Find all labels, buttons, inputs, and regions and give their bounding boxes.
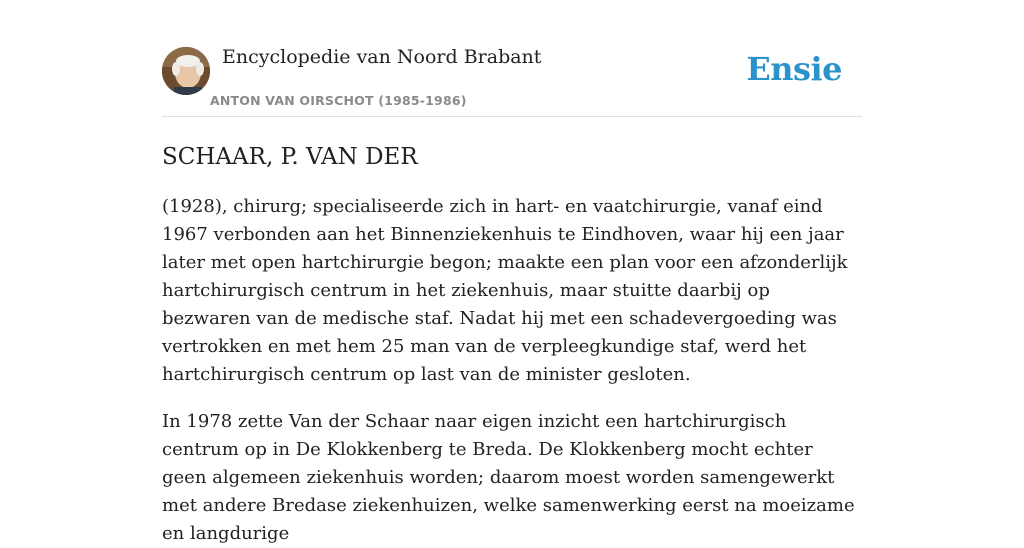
- article-paragraph: (1928), chirurg; specialiseerde zich in hart- en vaatchirurgie, vanaf eind 1967 verbonden aan het Binnenziekenhuis te Eindhoven, waar hij een jaar later met open hartchirurgie begon; maakte een plan voor een afzonderlijk hartchirurgisch centrum in het ziekenhuis, maar stuitte daarbij op bezwaren van de medische staf. Nadat hij met een schadevergoeding was vertrokken en met hem 25 man van de verpleegkundige staf, werd het hartchirurgisch centrum op last van de minister gesloten.: [162, 196, 848, 385]
- ensie-logo[interactable]: Ensie: [746, 50, 842, 88]
- source-title[interactable]: Encyclopedie van Noord Brabant: [222, 46, 542, 68]
- page-container: [162, 0, 862, 548]
- author-portrait-icon: [162, 47, 210, 95]
- author-name[interactable]: ANTON VAN OIRSCHOT (1985-1986): [210, 93, 467, 108]
- header: [162, 0, 862, 117]
- author-avatar[interactable]: [162, 47, 210, 95]
- article-paragraph: In 1978 zette Van der Schaar naar eigen inzicht een hartchirurgisch centrum op in De Klokkenberg te Breda. De Klokkenberg mocht echter geen algemeen ziekenhuis worden; daarom moest worden samengewerkt met andere Bredase ziekenhuizen, welke samenwerking eerst na moeizame en langdurige: [162, 411, 855, 544]
- article-title: SCHAAR, P. VAN DER: [162, 144, 418, 170]
